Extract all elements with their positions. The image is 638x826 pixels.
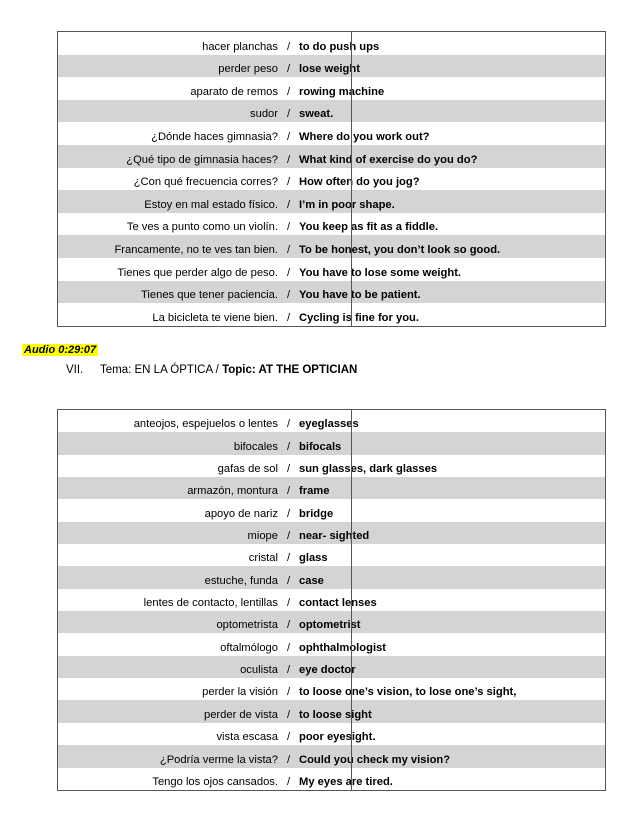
spanish-term: Tengo los ojos cansados. bbox=[152, 775, 278, 788]
vocab-table-exercise bbox=[57, 31, 606, 327]
column-divider bbox=[351, 410, 352, 432]
column-divider bbox=[351, 768, 352, 790]
separator-slash: / bbox=[286, 775, 291, 788]
separator-slash: / bbox=[286, 574, 291, 587]
column-divider bbox=[351, 678, 352, 700]
column-divider bbox=[351, 77, 352, 100]
separator-slash: / bbox=[286, 40, 291, 53]
column-divider bbox=[351, 499, 352, 521]
separator-slash: / bbox=[286, 731, 291, 744]
english-term: lose weight bbox=[299, 63, 360, 76]
english-term: You keep as fit as a fiddle. bbox=[299, 221, 439, 234]
spanish-term: Estoy en mal estado físico. bbox=[144, 198, 278, 211]
column-divider bbox=[351, 656, 352, 678]
separator-slash: / bbox=[286, 686, 291, 699]
column-divider bbox=[351, 566, 352, 588]
section-topic: Topic: AT THE OPTICIAN bbox=[222, 364, 358, 376]
english-term: glass bbox=[299, 552, 328, 565]
english-term: to loose one’s vision, to lose one’s sight, bbox=[299, 686, 517, 699]
english-term: sweat. bbox=[299, 108, 334, 121]
separator-slash: / bbox=[286, 440, 291, 453]
separator-slash: / bbox=[286, 108, 291, 121]
separator-slash: / bbox=[286, 597, 291, 610]
column-divider bbox=[351, 522, 352, 544]
spanish-term: armazón, montura bbox=[187, 485, 278, 498]
spanish-term: oculista bbox=[240, 664, 278, 677]
table-row bbox=[58, 55, 605, 78]
column-divider bbox=[351, 589, 352, 611]
separator-slash: / bbox=[286, 130, 291, 143]
english-term: rowing machine bbox=[299, 85, 385, 98]
english-term: frame bbox=[299, 485, 330, 498]
spanish-term: vista escasa bbox=[216, 731, 278, 744]
spanish-term: estuche, funda bbox=[204, 574, 278, 587]
spanish-term: ¿Con qué frecuencia corres? bbox=[133, 176, 278, 189]
column-divider bbox=[351, 190, 352, 213]
column-divider bbox=[351, 235, 352, 258]
table-row bbox=[58, 303, 605, 326]
english-term: I’m in poor shape. bbox=[299, 198, 395, 211]
table-row bbox=[58, 32, 605, 55]
table-row bbox=[58, 77, 605, 100]
table-row bbox=[58, 678, 605, 700]
column-divider bbox=[351, 168, 352, 191]
table-row bbox=[58, 100, 605, 123]
separator-slash: / bbox=[286, 418, 291, 431]
separator-slash: / bbox=[286, 485, 291, 498]
column-divider bbox=[351, 303, 352, 326]
spanish-term: ¿Dónde haces gimnasia? bbox=[151, 130, 278, 143]
english-term: You have to lose some weight. bbox=[299, 266, 462, 279]
table-row bbox=[58, 723, 605, 745]
spanish-term: sudor bbox=[250, 108, 278, 121]
table-row bbox=[58, 589, 605, 611]
separator-slash: / bbox=[286, 85, 291, 98]
english-term: Could you check my vision? bbox=[299, 753, 451, 766]
separator-slash: / bbox=[286, 641, 291, 654]
column-divider bbox=[351, 281, 352, 304]
english-term: Cycling is fine for you. bbox=[299, 311, 419, 324]
column-divider bbox=[351, 455, 352, 477]
separator-slash: / bbox=[286, 266, 291, 279]
english-term: case bbox=[299, 574, 324, 587]
table-row bbox=[58, 700, 605, 722]
separator-slash: / bbox=[286, 463, 291, 476]
spanish-term: hacer planchas bbox=[202, 40, 278, 53]
table-row bbox=[58, 122, 605, 145]
spanish-term: La bicicleta te viene bien. bbox=[152, 311, 278, 324]
spanish-term: ¿Podría verme la vista? bbox=[159, 753, 278, 766]
english-term: eyeglasses bbox=[299, 418, 359, 431]
spanish-term: perder peso bbox=[218, 63, 278, 76]
table-row bbox=[58, 745, 605, 767]
english-term: To be honest, you don’t look so good. bbox=[299, 243, 501, 256]
spanish-term: miope bbox=[247, 530, 278, 543]
table-row bbox=[58, 656, 605, 678]
spanish-term: Te ves a punto como un violín. bbox=[126, 221, 278, 234]
spanish-term: apoyo de nariz bbox=[204, 507, 278, 520]
column-divider bbox=[351, 700, 352, 722]
separator-slash: / bbox=[286, 153, 291, 166]
separator-slash: / bbox=[286, 243, 291, 256]
english-term: sun glasses, dark glasses bbox=[299, 463, 438, 476]
column-divider bbox=[351, 544, 352, 566]
column-divider bbox=[351, 723, 352, 745]
table-row bbox=[58, 145, 605, 168]
column-divider bbox=[351, 100, 352, 123]
spanish-term: gafas de sol bbox=[217, 463, 278, 476]
audio-timestamp: Audio 0:29:07 bbox=[24, 344, 97, 356]
separator-slash: / bbox=[286, 507, 291, 520]
english-term: contact lenses bbox=[299, 597, 377, 610]
spanish-term: cristal bbox=[248, 552, 278, 565]
english-term: ophthalmologist bbox=[299, 641, 387, 654]
separator-slash: / bbox=[286, 176, 291, 189]
table-row bbox=[58, 768, 605, 790]
table-row bbox=[58, 633, 605, 655]
column-divider bbox=[351, 432, 352, 454]
separator-slash: / bbox=[286, 311, 291, 324]
spanish-term: Francamente, no te ves tan bien. bbox=[114, 243, 278, 256]
vocab-table-optician bbox=[57, 409, 606, 791]
english-term: to do push ups bbox=[299, 40, 380, 53]
table-row bbox=[58, 455, 605, 477]
spanish-term: perder la visión bbox=[202, 686, 278, 699]
english-term: bifocals bbox=[299, 440, 342, 453]
spanish-term: anteojos, espejuelos o lentes bbox=[133, 418, 278, 431]
column-divider bbox=[351, 122, 352, 145]
spanish-term: bifocales bbox=[233, 440, 278, 453]
english-term: You have to be patient. bbox=[299, 289, 421, 302]
spanish-term: Tienes que perder algo de peso. bbox=[117, 266, 278, 279]
separator-slash: / bbox=[286, 664, 291, 677]
table-row bbox=[58, 258, 605, 281]
separator-slash: / bbox=[286, 63, 291, 76]
column-divider bbox=[351, 145, 352, 168]
column-divider bbox=[351, 258, 352, 281]
english-term: How often do you jog? bbox=[299, 176, 420, 189]
column-divider bbox=[351, 633, 352, 655]
column-divider bbox=[351, 611, 352, 633]
english-term: eye doctor bbox=[299, 664, 356, 677]
separator-slash: / bbox=[286, 552, 291, 565]
column-divider bbox=[351, 55, 352, 78]
separator-slash: / bbox=[286, 198, 291, 211]
table-row bbox=[58, 499, 605, 521]
table-row bbox=[58, 281, 605, 304]
table-row bbox=[58, 235, 605, 258]
separator-slash: / bbox=[286, 530, 291, 543]
table-row bbox=[58, 168, 605, 191]
table-row bbox=[58, 477, 605, 499]
english-term: Where do you work out? bbox=[299, 130, 430, 143]
table-row bbox=[58, 522, 605, 544]
english-term: poor eyesight. bbox=[299, 731, 376, 744]
table-row bbox=[58, 190, 605, 213]
spanish-term: perder de vista bbox=[203, 708, 278, 721]
section-number: VII. bbox=[66, 364, 84, 376]
english-term: bridge bbox=[299, 507, 334, 520]
spanish-term: aparato de remos bbox=[190, 85, 278, 98]
column-divider bbox=[351, 32, 352, 55]
separator-slash: / bbox=[286, 221, 291, 234]
spanish-term: Tienes que tener paciencia. bbox=[140, 289, 278, 302]
column-divider bbox=[351, 213, 352, 236]
table-row bbox=[58, 432, 605, 454]
column-divider bbox=[351, 745, 352, 767]
spanish-term: optometrista bbox=[216, 619, 278, 632]
column-divider bbox=[351, 477, 352, 499]
table-row bbox=[58, 410, 605, 432]
english-term: near- sighted bbox=[299, 530, 370, 543]
section-heading bbox=[66, 364, 357, 376]
separator-slash: / bbox=[286, 619, 291, 632]
table-row bbox=[58, 611, 605, 633]
english-term: My eyes are tired. bbox=[299, 775, 393, 788]
separator-slash: / bbox=[286, 753, 291, 766]
english-term: to loose sight bbox=[299, 708, 372, 721]
english-term: What kind of exercise do you do? bbox=[299, 153, 478, 166]
table-row bbox=[58, 566, 605, 588]
table-row bbox=[58, 213, 605, 236]
english-term: optometrist bbox=[299, 619, 361, 632]
spanish-term: oftalmólogo bbox=[220, 641, 278, 654]
section-tema: Tema: EN LA ÓPTICA / bbox=[100, 364, 223, 376]
table-row bbox=[58, 544, 605, 566]
separator-slash: / bbox=[286, 289, 291, 302]
separator-slash: / bbox=[286, 708, 291, 721]
spanish-term: ¿Qué tipo de gimnasia haces? bbox=[126, 153, 278, 166]
spanish-term: lentes de contacto, lentillas bbox=[143, 597, 278, 610]
